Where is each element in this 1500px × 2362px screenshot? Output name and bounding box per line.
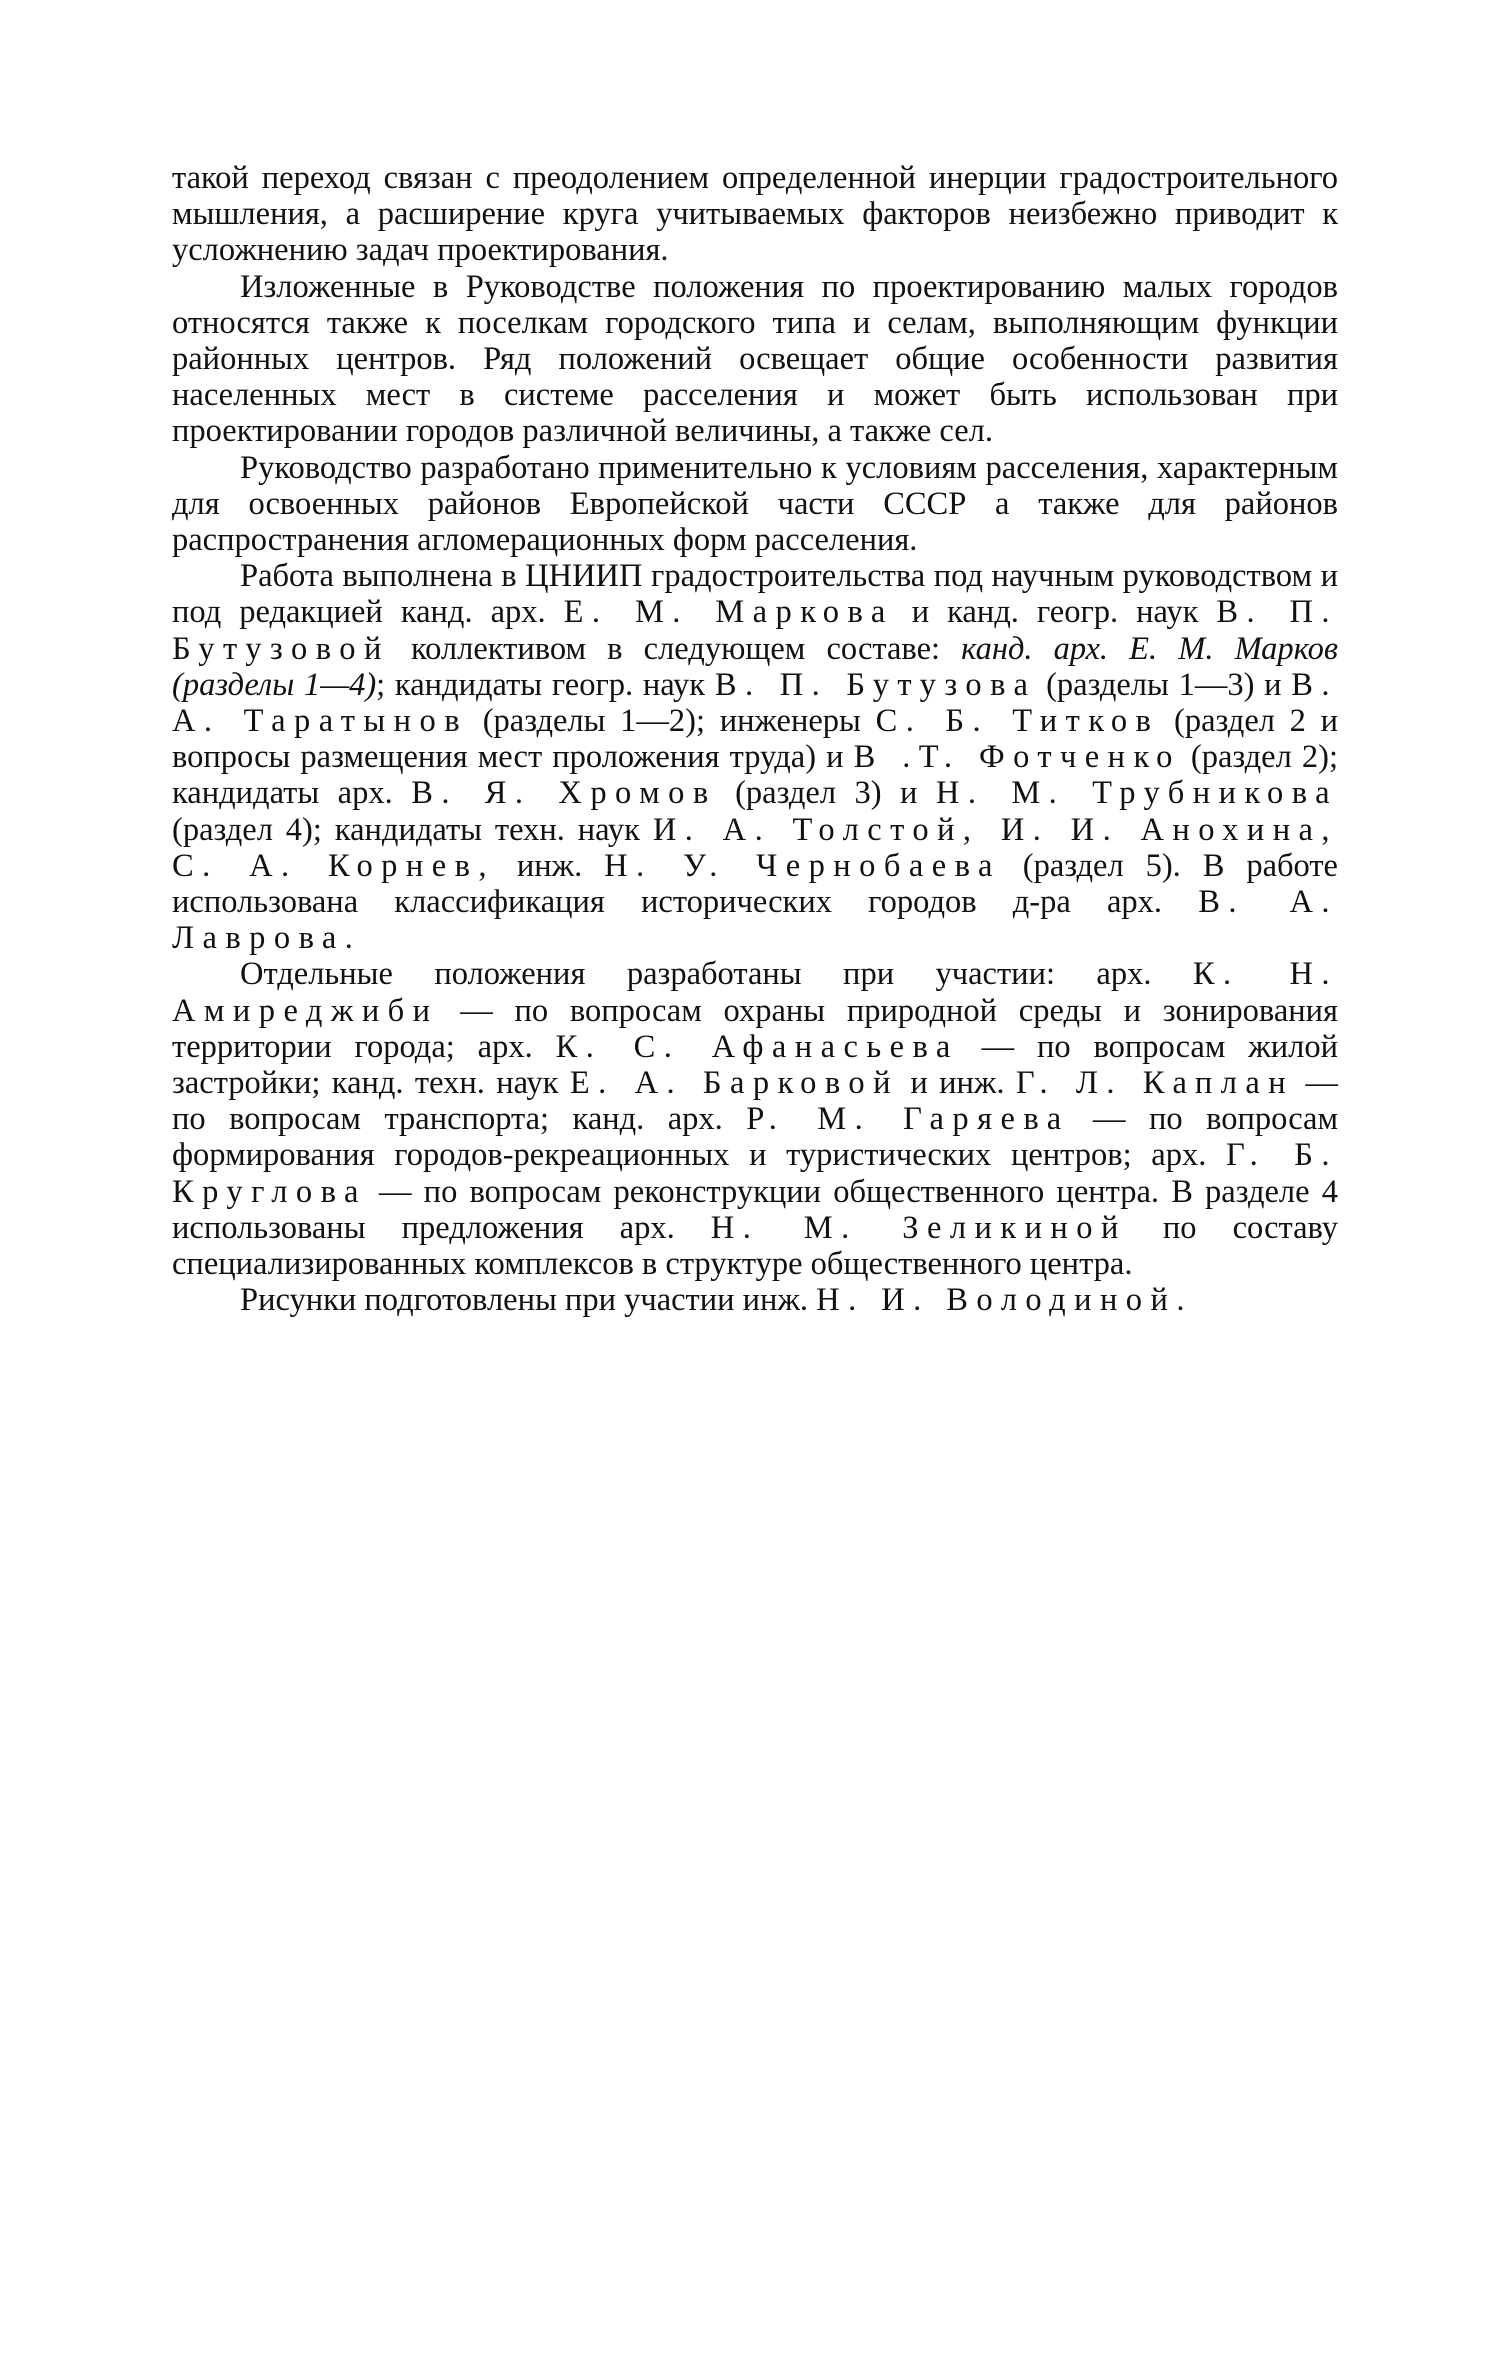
- paragraph-1: такой переход связан с преодолением определенной инерции градостроительного мышления, а расширение круга учитываемых факторов неизбежно приводит к усложнению задач проектирования.: [172, 160, 1338, 269]
- person-name: Н. У. Чернобаева: [604, 847, 1001, 884]
- page-body: [172, 160, 1338, 1319]
- paragraph-6: [172, 1282, 1338, 1318]
- paragraph-5: [172, 956, 1338, 1282]
- person-name: Е. М. Маркова: [563, 594, 894, 631]
- person-name: Р. М. Гаряева: [746, 1101, 1070, 1138]
- text-span: ; кандидаты геогр. наук: [376, 666, 715, 703]
- text-span: (раздел 3) и: [716, 775, 936, 812]
- text-span: (раздел 2); кандидаты арх.: [172, 739, 1338, 812]
- text-span: (разделы 1—2); инженеры: [468, 703, 876, 740]
- person-name: Г. Л. Каплан: [1015, 1065, 1295, 1102]
- person-name: К. С. Афанасьева: [555, 1028, 959, 1065]
- text-span: инж.: [494, 847, 605, 884]
- text-span: и инж.: [898, 1065, 1016, 1102]
- text-span: Работа выполнена в ЦНИИП градостроительства под научным руководством и под редакцией канд. арх.: [172, 558, 1338, 631]
- text-span: — по вопросам жилой застройки; канд. техн. наук: [172, 1028, 1338, 1102]
- person-name: С. Б. Титков: [875, 703, 1160, 740]
- paragraph-4: [172, 558, 1338, 956]
- person-name: В. А. Таратынов: [172, 666, 1338, 740]
- person-name: В. П. Бутузовой: [172, 594, 1338, 667]
- person-name: В. А. Лаврова.: [172, 884, 1339, 957]
- paragraph-2: Изложенные в Руководстве положения по проектированию малых городов относятся также к поселкам городского типа и селам, выполняющим функции районных центров. Ряд положений освещает общие особенности развития населенных мест в системе расселения и может быть использован при проектировании городов различной величины, а также сел.: [172, 268, 1338, 450]
- paragraph-3: Руководство разработано применительно к условиям расселения, характерным для освоенных районов Европейской части СССР а также для районов распространения агломерационных форм расселения.: [172, 449, 1338, 559]
- person-name: Н. И. Володиной.: [816, 1282, 1193, 1319]
- person-name: В. Я. Хромов: [411, 775, 717, 812]
- text-span: (раздел 2 и вопросы размещения мест проложения труда) и: [172, 703, 1338, 776]
- text-span: по составу специализированных комплексов в структуре общественного центра.: [172, 1209, 1339, 1283]
- text-span: и канд. геогр. наук: [893, 594, 1217, 631]
- text-span: (раздел 4); кандидаты техн. наук: [172, 811, 653, 848]
- italic-author-credit: канд. арх. Е. М. Марков (разделы 1—4): [172, 630, 1338, 703]
- text-span: — по вопросам транспорта; канд. арх.: [172, 1065, 1339, 1138]
- person-name: Н. М. Зеликиной: [710, 1209, 1127, 1246]
- text-span: — по вопросам охраны природной среды и зонирования территории города; арх.: [172, 992, 1338, 1065]
- person-name: К. Н. Амиреджиби: [172, 956, 1338, 1029]
- text-span: (разделы 1—3) и: [1036, 666, 1292, 703]
- text-span: (раздел 5). В работе использована классификация исторических городов д-ра арх.: [172, 847, 1338, 921]
- person-name: В. П. Бутузова: [714, 666, 1037, 703]
- person-name: В .Т. Фотченко: [853, 739, 1181, 776]
- text-span: Рисунки подготовлены при участии инж.: [240, 1282, 817, 1319]
- text-span: — по вопросам реконструкции общественного центра. В разделе 4 использованы предложения арх.: [172, 1173, 1338, 1246]
- text-span: коллективом в следующем составе:: [389, 630, 962, 667]
- person-name: Н. М. Трубникова: [935, 775, 1338, 812]
- person-name: Е. А. Барковой: [569, 1065, 899, 1102]
- person-name: И. А. Толстой, И. И. Анохина, С. А. Корнев,: [172, 811, 1338, 884]
- person-name: Г. Б. Круглова: [172, 1137, 1338, 1210]
- text-span: — по вопросам формирования городов-рекреационных и туристических центров; арх.: [172, 1101, 1339, 1174]
- text-span: Отдельные положения разработаны при участии: арх.: [240, 956, 1193, 993]
